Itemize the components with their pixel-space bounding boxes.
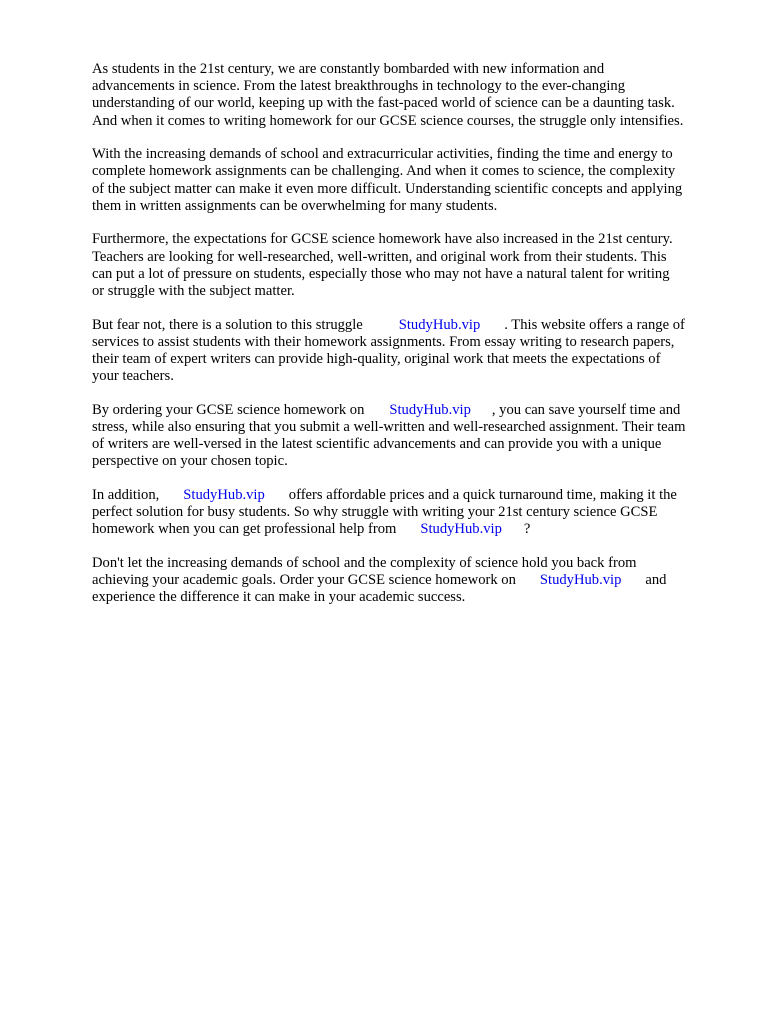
text-line: Teachers are looking for well-researched, well-written, and original work from their students. This	[92, 248, 667, 265]
text-line: And when it comes to writing homework for our GCSE science courses, the struggle only intensifies.	[92, 112, 684, 129]
text-line: their team of expert writers can provide high-quality, original work that meets the expectations of	[92, 351, 661, 368]
text-segment: In addition,	[92, 487, 160, 504]
text-line: them in written assignments can be overwhelming for many students.	[92, 197, 498, 214]
text-line: Furthermore, the expectations for GCSE science homework have also increased in the 21st century.	[92, 231, 673, 248]
studyhub-link[interactable]: StudyHub.vip	[183, 487, 265, 504]
studyhub-link[interactable]: StudyHub.vip	[420, 521, 502, 538]
text-line: experience the difference it can make in your academic success.	[92, 589, 466, 606]
text-line: advancements in science. From the latest breakthroughs in technology to the ever-changing	[92, 78, 626, 95]
paragraph-3	[92, 231, 724, 300]
text-line: Don't let the increasing demands of school and the complexity of science hold you back from	[92, 555, 637, 572]
text-line	[92, 487, 724, 504]
text-line	[92, 572, 724, 589]
paragraph-5	[92, 402, 724, 471]
text-line: your teachers.	[92, 368, 174, 385]
paragraph-2	[92, 146, 724, 215]
text-line: perfect solution for busy students. So why struggle with writing your 21st century science GCSE	[92, 504, 658, 521]
text-segment: achieving your academic goals. Order your GCSE science homework on	[92, 572, 516, 589]
text-line: complete homework assignments can be challenging. And when it comes to science, the complexity	[92, 163, 676, 180]
text-line	[92, 521, 724, 538]
text-line: can put a lot of pressure on students, especially those who may not have a natural talent for writing	[92, 265, 670, 282]
text-segment: . This website offers a range of	[504, 316, 685, 333]
text-line	[92, 402, 724, 419]
text-line: stress, while also ensuring that you submit a well-written and well-researched assignment. Their team	[92, 419, 686, 436]
text-line	[92, 317, 724, 334]
text-segment: and	[645, 572, 667, 589]
studyhub-link[interactable]: StudyHub.vip	[398, 316, 481, 333]
text-segment: ?	[523, 521, 531, 538]
paragraph-7	[92, 555, 724, 607]
paragraph-1	[92, 61, 724, 130]
text-segment: , you can save yourself time and	[491, 401, 681, 418]
document-body	[92, 61, 724, 623]
text-line: of writers are well-versed in the latest scientific advancements and can provide you with a unique	[92, 436, 662, 453]
text-segment: By ordering your GCSE science homework on	[92, 401, 365, 418]
text-line: perspective on your chosen topic.	[92, 453, 288, 470]
text-segment: homework when you can get professional help from	[92, 521, 397, 538]
text-line: As students in the 21st century, we are constantly bombarded with new information and	[92, 61, 605, 77]
text-line: or struggle with the subject matter.	[92, 283, 295, 300]
text-line: services to assist students with their homework assignments. From essay writing to research papers,	[92, 333, 675, 350]
studyhub-link[interactable]: StudyHub.vip	[539, 572, 622, 589]
text-line: of the subject matter can make it even more difficult. Understanding scientific concepts and applying	[92, 180, 683, 197]
paragraph-6	[92, 487, 724, 539]
text-segment: But fear not, there is a solution to this struggle	[92, 316, 363, 333]
paragraph-4	[92, 317, 724, 386]
text-segment: offers affordable prices and a quick turnaround time, making it the	[288, 487, 677, 504]
text-line: understanding of our world, keeping up with the fast-paced world of science can be a daunting task.	[92, 95, 675, 112]
studyhub-link[interactable]: StudyHub.vip	[389, 401, 471, 418]
text-line: With the increasing demands of school and extracurricular activities, finding the time and energy to	[92, 146, 673, 163]
